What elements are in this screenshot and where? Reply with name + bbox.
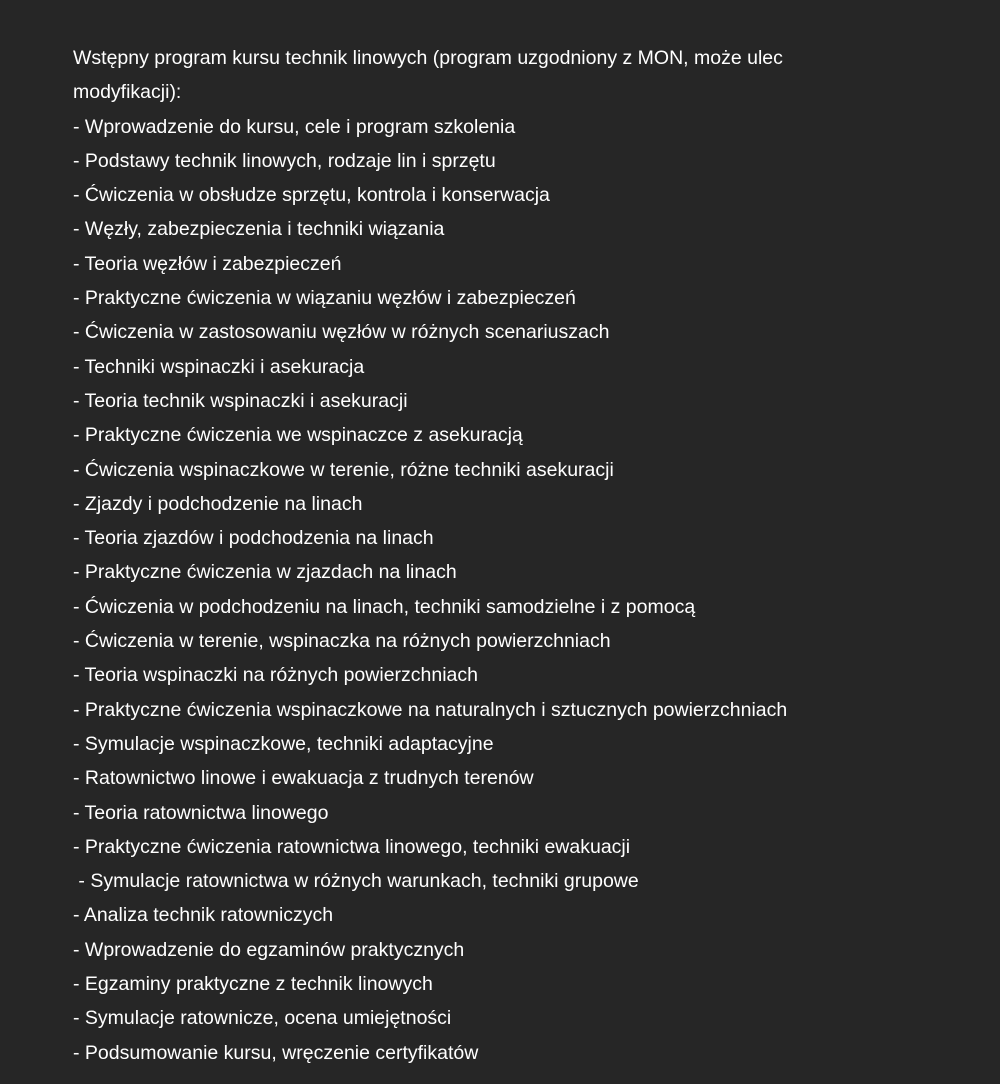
list-item: - Ćwiczenia w terenie, wspinaczka na różnych powierzchniach — [73, 630, 611, 653]
list-item: - Analiza technik ratowniczych — [73, 904, 334, 927]
list-item: - Ćwiczenia w zastosowaniu węzłów w różnych scenariuszach — [73, 321, 610, 344]
list-item: - Wprowadzenie do egzaminów praktycznych — [73, 938, 465, 961]
list-item: - Praktyczne ćwiczenia ratownictwa linowego, techniki ewakuacji — [73, 835, 631, 858]
list-item: - Teoria zjazdów i podchodzenia na linach — [73, 527, 434, 550]
course-program-text — [73, 41, 933, 1070]
list-item: - Zjazdy i podchodzenie na linach — [73, 492, 363, 515]
list-item: - Ćwiczenia wspinaczkowe w terenie, różne techniki asekuracji — [73, 458, 614, 481]
list-item: - Symulacje ratownictwa w różnych warunkach, techniki grupowe — [73, 870, 639, 893]
list-item: - Teoria ratownictwa linowego — [73, 801, 329, 824]
program-list — [73, 110, 933, 1070]
list-item: - Teoria technik wspinaczki i asekuracji — [73, 389, 408, 412]
list-item: - Egzaminy praktyczne z technik linowych — [73, 973, 433, 996]
list-item: - Praktyczne ćwiczenia w wiązaniu węzłów i zabezpieczeń — [73, 287, 576, 310]
list-item: - Ratownictwo linowe i ewakuacja z trudnych terenów — [73, 767, 534, 790]
list-item: - Praktyczne ćwiczenia w zjazdach na linach — [73, 561, 457, 584]
list-item: - Symulacje ratownicze, ocena umiejętności — [73, 1007, 452, 1030]
list-item: - Techniki wspinaczki i asekuracja — [73, 355, 365, 378]
list-item: - Teoria węzłów i zabezpieczeń — [73, 252, 342, 275]
list-item: - Podstawy technik linowych, rodzaje lin i sprzętu — [73, 149, 496, 172]
list-item: - Podsumowanie kursu, wręczenie certyfikatów — [73, 1041, 479, 1064]
intro-paragraph: Wstępny program kursu technik linowych (program uzgodniony z MON, może ulec modyfikacji): — [73, 47, 783, 104]
list-item: - Ćwiczenia w podchodzeniu na linach, techniki samodzielne i z pomocą — [73, 595, 696, 618]
list-item: - Symulacje wspinaczkowe, techniki adaptacyjne — [73, 732, 494, 755]
list-item: - Węzły, zabezpieczenia i techniki wiązania — [73, 218, 445, 241]
list-item: - Praktyczne ćwiczenia wspinaczkowe na naturalnych i sztucznych powierzchniach — [73, 698, 788, 721]
list-item: - Teoria wspinaczki na różnych powierzchniach — [73, 664, 478, 687]
list-item: - Wprowadzenie do kursu, cele i program szkolenia — [73, 115, 516, 138]
list-item: - Praktyczne ćwiczenia we wspinaczce z asekuracją — [73, 424, 523, 447]
list-item: - Ćwiczenia w obsłudze sprzętu, kontrola i konserwacja — [73, 184, 550, 207]
